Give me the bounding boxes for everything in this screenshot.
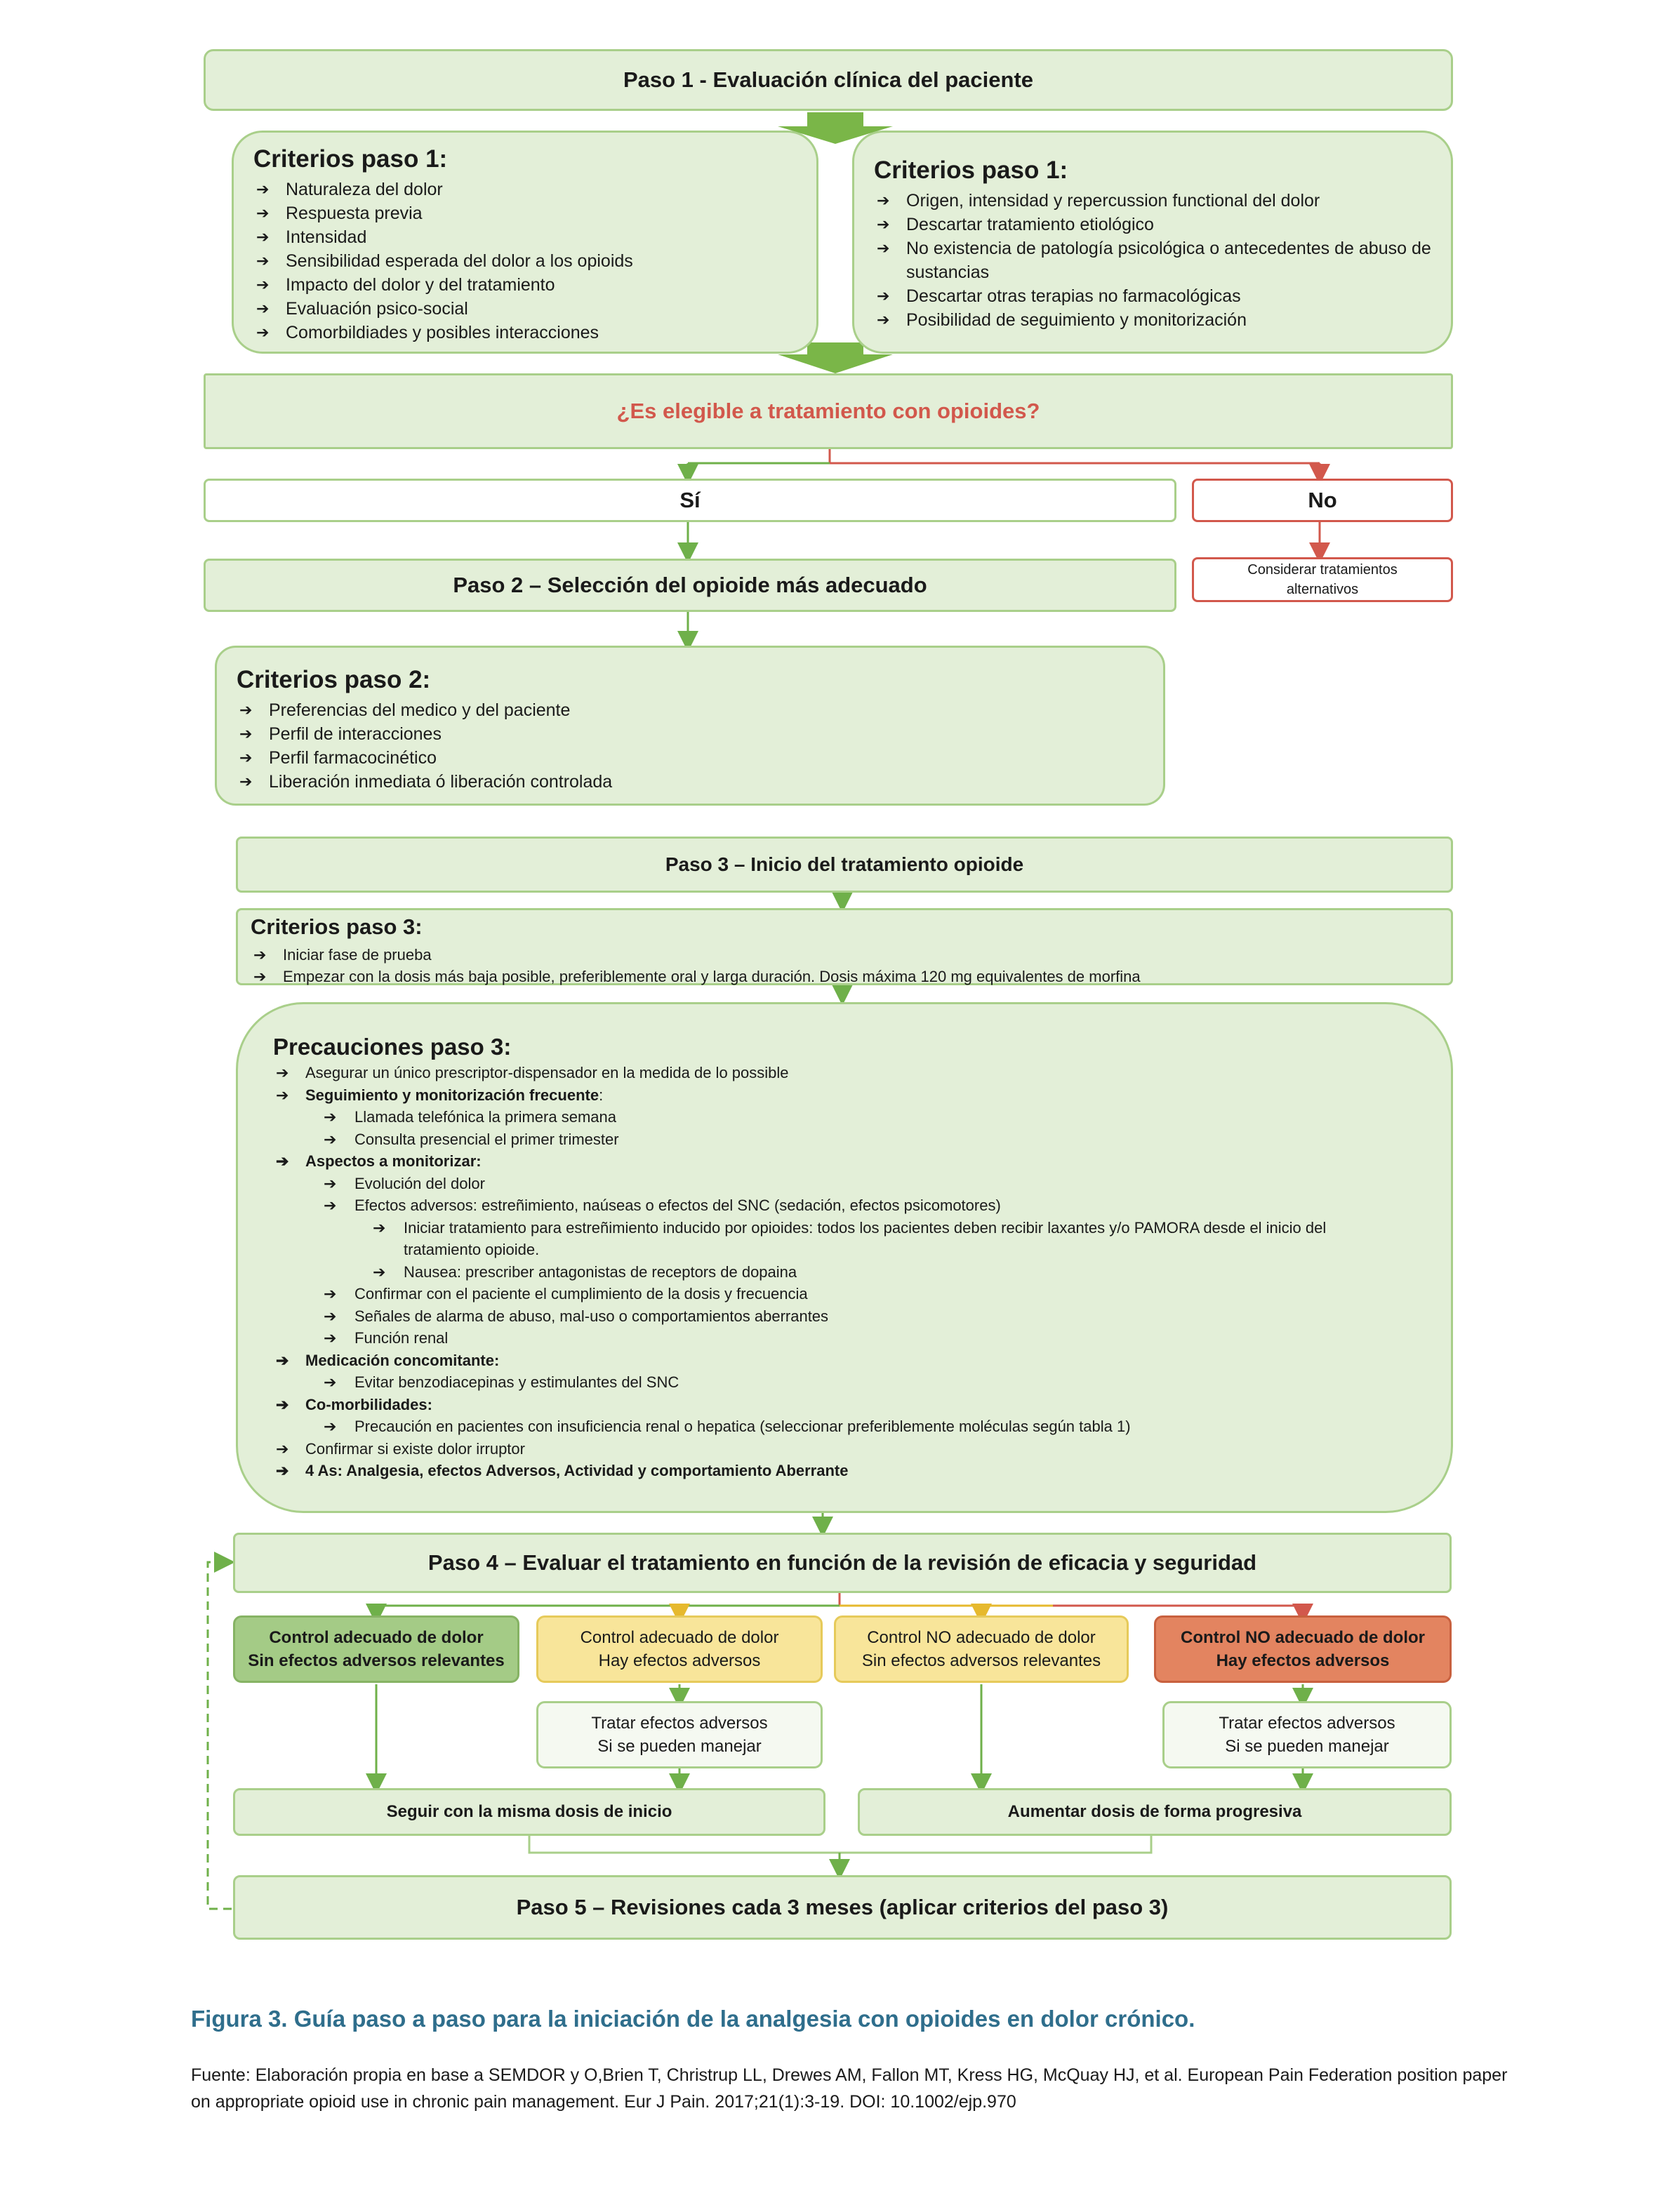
eligibility-question [204,373,1453,449]
criteria-item: ➔ Preferencias del medico y del paciente [237,698,1143,722]
step3-heading: Criterios paso 3: [251,914,423,939]
step1-title [204,49,1453,111]
yes-box [204,479,1176,522]
criteria-item: ➔ Naturaleza del dolor [253,178,797,201]
criteria-item: ➔ Comorbildiades y posibles interacciones [253,321,797,345]
keep-dose-box [233,1788,825,1836]
outcome-line1: Control adecuado de dolor [269,1628,484,1647]
increase-dose-box [858,1788,1452,1836]
step1-right-heading: Criterios paso 1: [874,156,1068,184]
criteria-item: ➔ Iniciar fase de prueba [251,944,1438,966]
precaution-item [273,1084,1416,1107]
yes-label: Sí [679,488,701,512]
precaution-subitem: ➔ Señales de alarma de abuso, mal-uso o comportamientos aberrantes [273,1305,1416,1328]
step3-precautions [236,1002,1453,1513]
step2-title [204,559,1176,612]
step1-title-text: Paso 1 - Evaluación clínica del paciente [623,67,1034,92]
step1-left-heading: Criterios paso 1: [253,145,448,173]
criteria-item: ➔ Respuesta previa [253,201,797,225]
outcome-line2: Sin efectos adversos relevantes [861,1651,1101,1670]
criteria-item: ➔ Intensidad [253,225,797,249]
precaution-subitem: ➔ Precaución en pacientes con insuficiencia renal o hepatica (seleccionar preferiblemente moléculas según tabla 1) [273,1415,1416,1438]
keep-dose-label: Seguir con la misma dosis de inicio [386,1802,672,1821]
precaution-subitem: ➔ Llamada telefónica la primera semana [273,1106,1416,1128]
treat-box-right [1162,1701,1452,1768]
criteria-item: ➔ Descartar tratamiento etiológico [874,213,1431,236]
step5-title-text: Paso 5 – Revisiones cada 3 meses (aplicar criterios del paso 3) [516,1895,1169,1919]
criteria-item: ➔ Origen, intensidad y repercussion functional del dolor [874,189,1431,213]
treat-line1: Tratar efectos adversos [591,1714,768,1733]
criteria-item: ➔ Sensibilidad esperada del dolor a los opioids [253,249,797,273]
precaution-item: ➔ Medicación concomitante: [273,1350,1416,1372]
precaution-subitem: ➔ Función renal [273,1327,1416,1350]
step4-title [233,1533,1452,1593]
treat-box-left [536,1701,823,1768]
outcome-line1: Control NO adecuado de dolor [1180,1628,1425,1647]
step5-title [233,1875,1452,1940]
step3-title [236,837,1453,893]
outcome-2 [536,1615,823,1683]
precaution-item: ➔ Asegurar un único prescriptor-dispensador en la medida de lo possible [273,1062,1416,1084]
no-box [1192,479,1453,522]
precaution-subitem: ➔ Evitar benzodiacepinas y estimulantes del SNC [273,1371,1416,1394]
alternative-label: Considerar tratamientos alternativos [1247,562,1398,597]
outcome-line2: Hay efectos adversos [598,1651,761,1670]
precaution-item: ➔ Confirmar si existe dolor irruptor [273,1438,1416,1460]
outcome-1 [233,1615,519,1683]
eligibility-question-text: ¿Es elegible a tratamiento con opioides? [616,399,1040,423]
outcome-line1: Control NO adecuado de dolor [867,1628,1096,1647]
criteria-item: ➔ No existencia de patología psicológica o antecedentes de abuso de sustancias [874,236,1431,284]
precaution-subitem: ➔ Efectos adversos: estreñimiento, naúseas o efectos del SNC (sedación, efectos psicomotores) [273,1194,1416,1217]
criteria-item: ➔ Perfil de interacciones [237,722,1143,746]
no-label: No [1308,488,1337,512]
treat-line1: Tratar efectos adversos [1219,1714,1395,1733]
precaution-subitem: ➔ Consulta presencial el primer trimester [273,1128,1416,1151]
figure-source: Fuente: Elaboración propia en base a SEMDOR y O,Brien T, Christrup LL, Drewes AM, Fallon MT, Kress HG, McQuay HJ, et al. European Pain Federation position paper on appropriate opioid use in chronic pain management. Eur J Pain. 2017;21(1):3-19. DOI: 10.1002/ejp.970 [191,2065,1508,2112]
precaution-subitem: ➔ Evolución del dolor [273,1173,1416,1195]
criteria-item: ➔ Impacto del dolor y del tratamiento [253,273,797,297]
step3-title-text: Paso 3 – Inicio del tratamiento opioide [665,853,1024,875]
outcome-4 [1154,1615,1452,1683]
precaution-item-bold: Seguimiento y monitorización frecuente [305,1086,599,1104]
step2-title-text: Paso 2 – Selección del opioide más adecuado [453,573,927,597]
outcome-line2: Hay efectos adversos [1216,1651,1390,1670]
step4-title-text: Paso 4 – Evaluar el tratamiento en función de la revisión de eficacia y seguridad [427,1550,1257,1575]
criteria-item: ➔ Empezar con la dosis más baja posible, preferiblemente oral y larga duración. Dosis máxima 120 mg equivalentes de morfina [251,966,1438,987]
precaution-subitem: ➔ Confirmar con el paciente el cumplimiento de la dosis y frecuencia [273,1283,1416,1305]
criteria-item: ➔ Descartar otras terapias no farmacológicas [874,284,1431,308]
outcome-3 [834,1615,1129,1683]
alternative-box [1192,557,1453,602]
step1-right-criteria [852,131,1453,354]
precaution-subsubitem: ➔ Nausea: prescriber antagonistas de receptors de dopaina [273,1261,1416,1284]
step3-criteria [236,908,1453,985]
treat-line2: Si se pueden manejar [1225,1737,1389,1756]
criteria-item: ➔ Perfil farmacocinético [237,746,1143,770]
precaution-subsubitem: ➔ Iniciar tratamiento para estreñimiento inducido por opioides: todos los pacientes deben recibir laxantes y/o PAMORA desde el inicio del tratamiento opioide. [273,1217,1416,1261]
outcome-line2: Sin efectos adversos relevantes [248,1651,505,1670]
precaution-item: ➔ 4 As: Analgesia, efectos Adversos, Actividad y comportamiento Aberrante [273,1460,1416,1482]
step2-heading: Criterios paso 2: [237,666,431,693]
precaution-item: ➔ Co-morbilidades: [273,1394,1416,1416]
criteria-item: ➔ Liberación inmediata ó liberación controlada [237,770,1143,794]
criteria-item: ➔ Posibilidad de seguimiento y monitorización [874,308,1431,332]
step1-left-criteria [232,131,818,354]
increase-dose-label: Aumentar dosis de forma progresiva [1007,1802,1302,1821]
outcome-line1: Control adecuado de dolor [580,1628,779,1647]
precaution-item: ➔ Aspectos a monitorizar: [273,1150,1416,1173]
precaution-item-colon: : [599,1086,604,1104]
treat-line2: Si se pueden manejar [597,1737,762,1756]
criteria-item: ➔ Evaluación psico-social [253,297,797,321]
precautions-heading: Precauciones paso 3: [273,1034,512,1060]
figure-caption: Figura 3. Guía paso a paso para la iniciación de la analgesia con opioides en dolor crónico. [191,2006,1195,2032]
step2-criteria [215,646,1165,806]
